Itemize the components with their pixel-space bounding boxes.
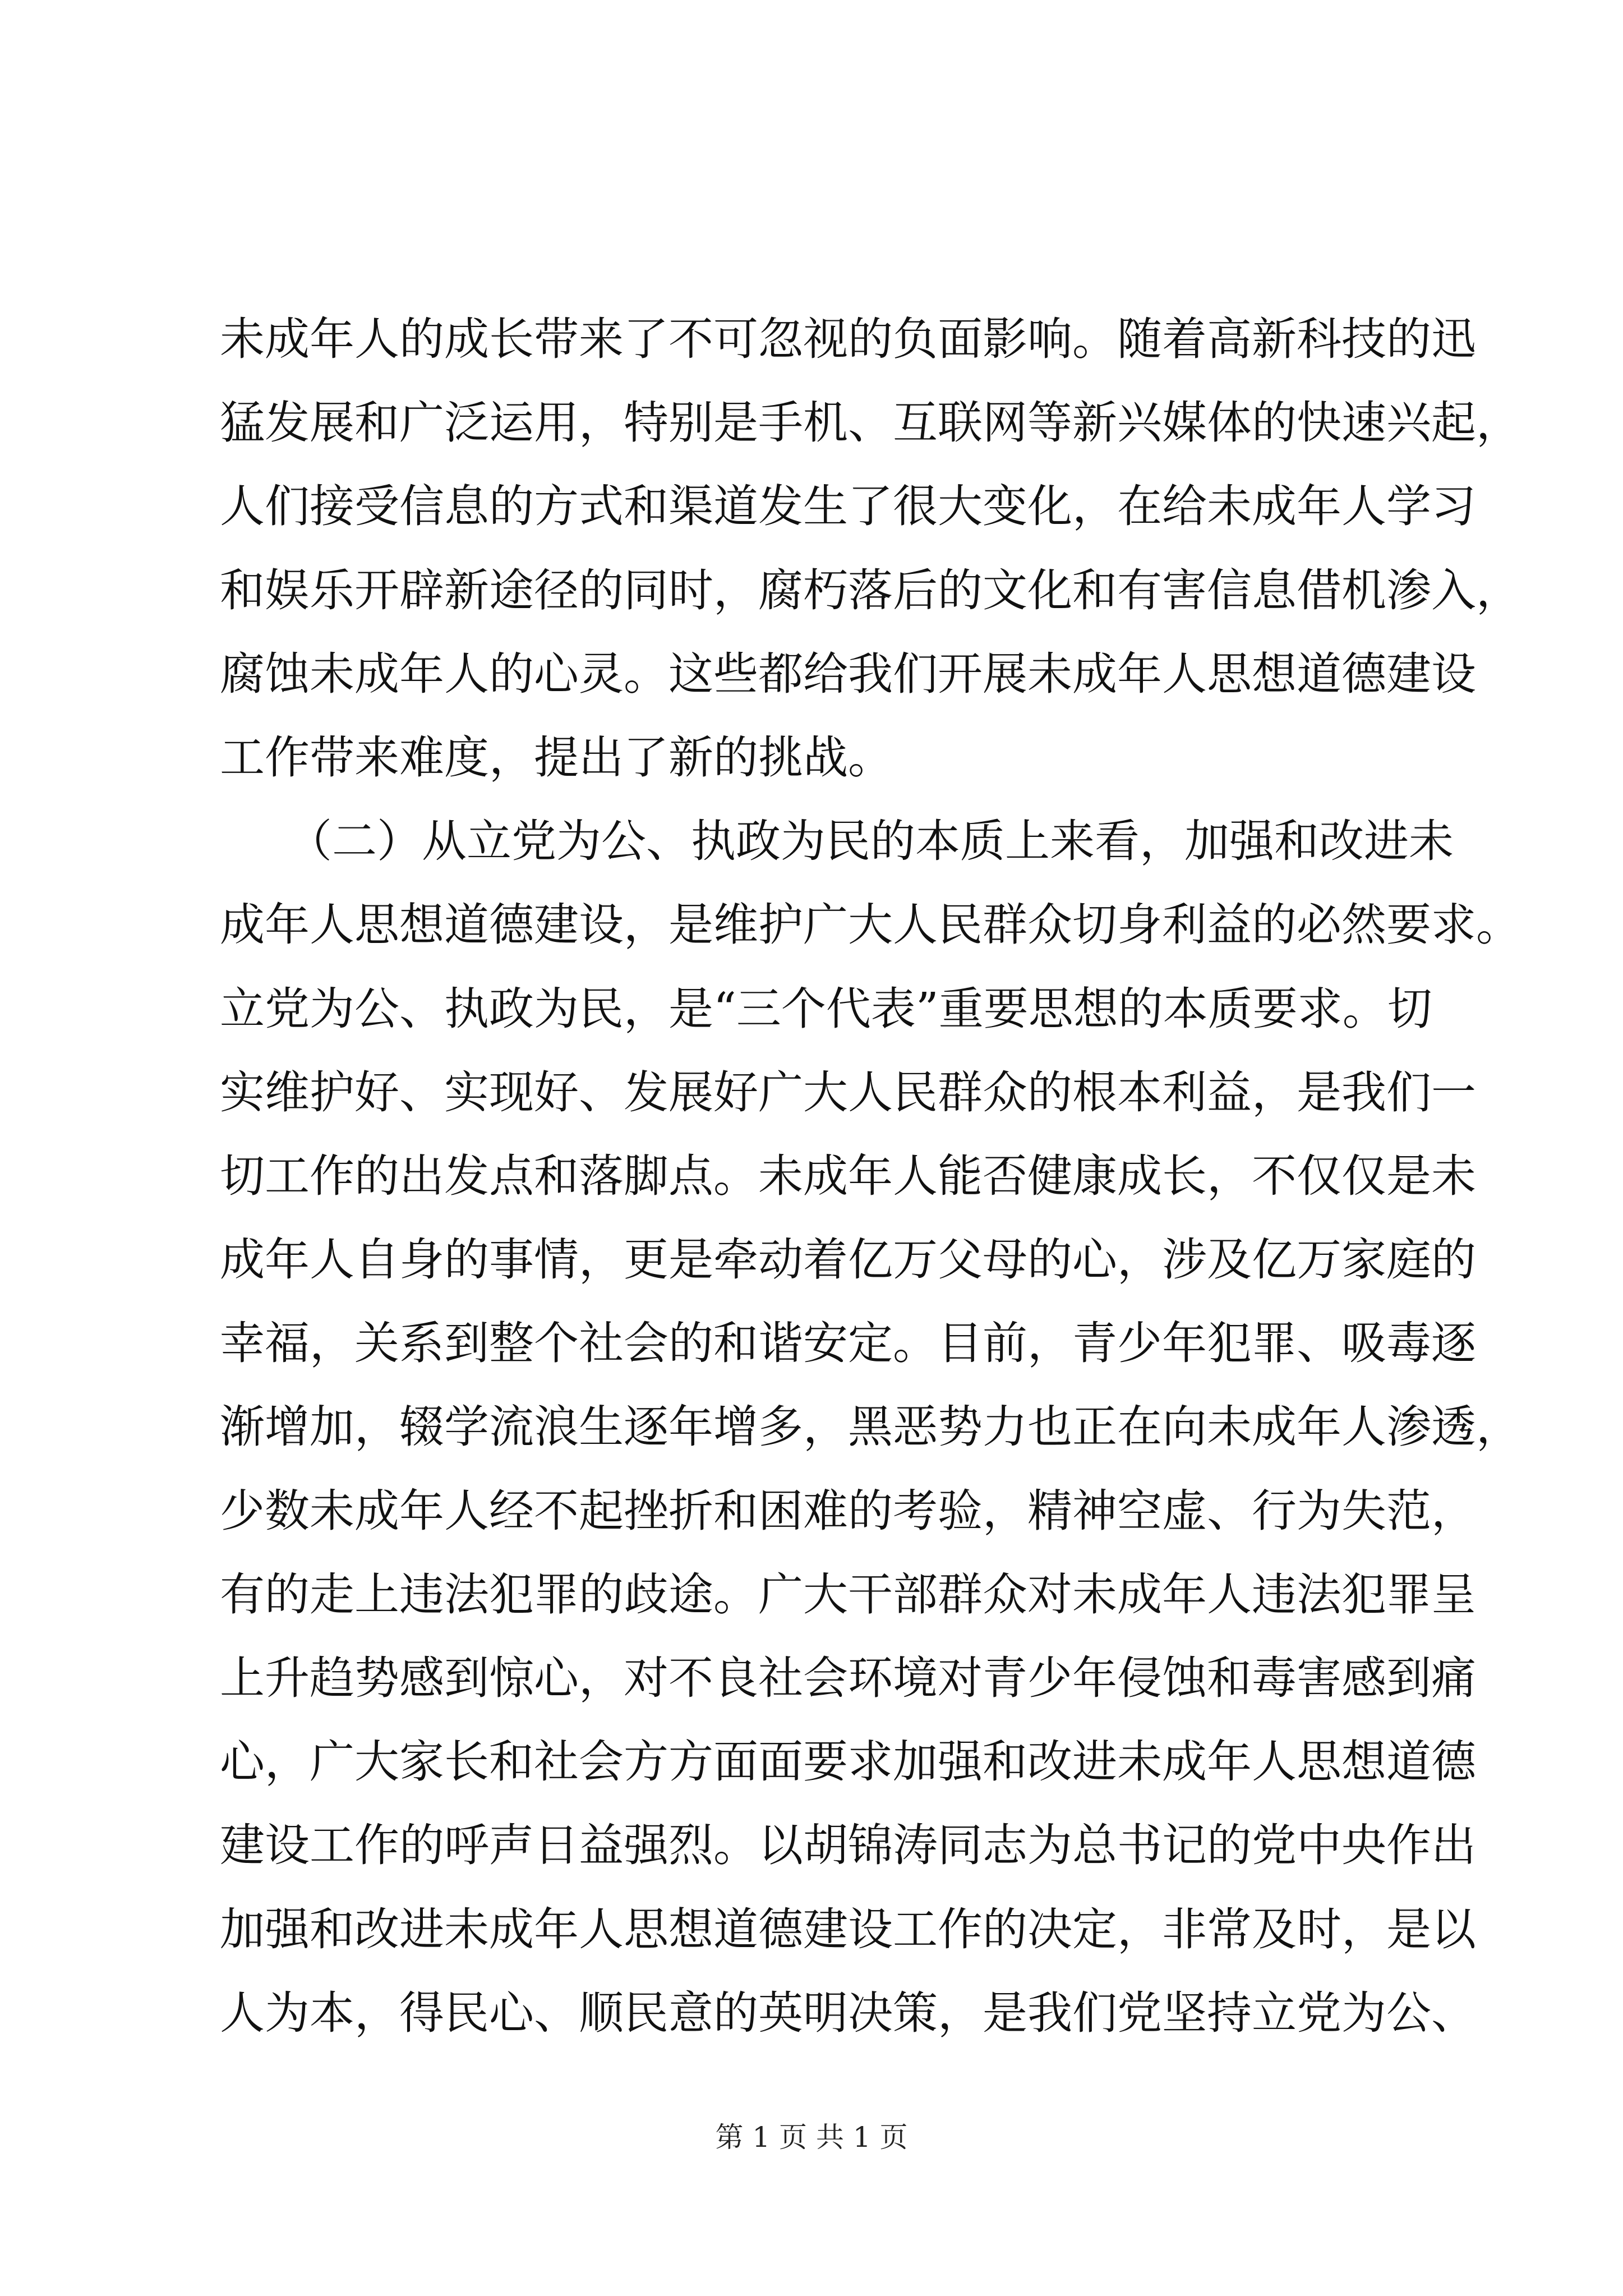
text-line: 人为本，得民心、顺民意的英明决策，是我们党坚持立党为公、 bbox=[220, 1986, 1476, 2039]
text-line: 工作带来难度，提出了新的挑战。 bbox=[220, 731, 893, 784]
text-line: 人们接受信息的方式和渠道发生了很大变化，在给未成年人学习 bbox=[220, 480, 1476, 533]
text-line: 实维护好、实现好、发展好广大人民群众的根本利益，是我们一 bbox=[220, 1066, 1476, 1119]
text-line: 立党为公、执政为民，是“三个代表”重要思想的本质要求。切 bbox=[220, 982, 1432, 1035]
text-line: 心，广大家长和社会方方面面要求加强和改进未成年人思想道德 bbox=[220, 1736, 1476, 1788]
text-line: 腐蚀未成年人的心灵。这些都给我们开展未成年人思想道德建设 bbox=[220, 647, 1476, 700]
text-line: 未成年人的成长带来了不可忽视的负面影响。随着高新科技的迅 bbox=[220, 313, 1476, 365]
page-footer bbox=[0, 2118, 1623, 2157]
body-text bbox=[220, 297, 1521, 2055]
text-line: 少数未成年人经不起挫折和困难的考验，精神空虚、行为失范， bbox=[220, 1484, 1476, 1537]
text-line: 成年人自身的事情，更是牵动着亿万父母的心，涉及亿万家庭的 bbox=[220, 1234, 1476, 1286]
text-line: 幸福，关系到整个社会的和谐安定。目前，青少年犯罪、吸毒逐 bbox=[220, 1317, 1476, 1370]
text-line: 加强和改进未成年人思想道德建设工作的决定，非常及时，是以 bbox=[220, 1903, 1476, 1955]
text-line: （二）从立党为公、执政为民的本质上来看，加强和改进未 bbox=[220, 815, 1454, 868]
text-line: 有的走上违法犯罪的歧途。广大干部群众对未成年人违法犯罪呈 bbox=[220, 1568, 1476, 1621]
text-line: 和娱乐开辟新途径的同时，腐朽落后的文化和有害信息借机渗入， bbox=[220, 564, 1521, 616]
text-line: 切工作的出发点和落脚点。未成年人能否健康成长，不仅仅是未 bbox=[220, 1149, 1476, 1202]
text-line: 建设工作的呼声日益强烈。以胡锦涛同志为总书记的党中央作出 bbox=[220, 1819, 1476, 1872]
text-line: 成年人思想道德建设，是维护广大人民群众切身利益的必然要求。 bbox=[220, 899, 1521, 951]
text-line: 上升趋势感到惊心，对不良社会环境对青少年侵蚀和毒害感到痛 bbox=[220, 1652, 1476, 1704]
text-line: 渐增加，辍学流浪生逐年增多，黑恶势力也正在向未成年人渗透， bbox=[220, 1401, 1521, 1453]
page-number-label: 第 1 页 共 1 页 bbox=[715, 2121, 908, 2154]
text-line: 猛发展和广泛运用，特别是手机、互联网等新兴媒体的快速兴起， bbox=[220, 397, 1521, 449]
